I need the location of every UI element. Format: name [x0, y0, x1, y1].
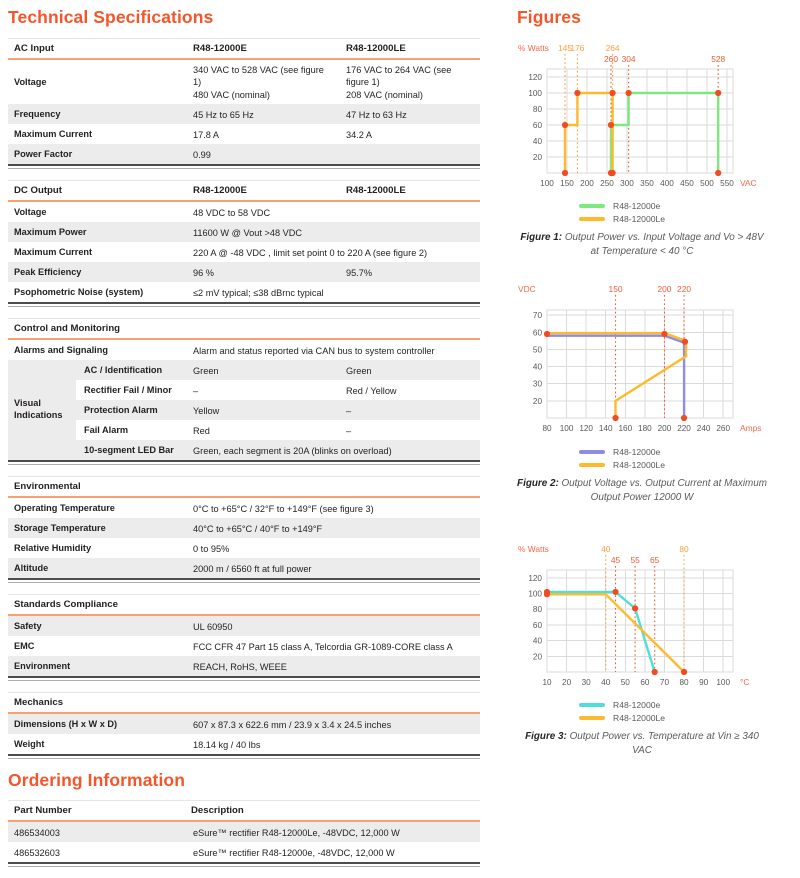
figure-caption-label: Figure 2: [517, 478, 559, 489]
spec-value: Red [193, 425, 210, 436]
spec-value [338, 60, 479, 104]
x-tick-label: 150 [560, 179, 574, 188]
spec-value: UL 60950 [193, 621, 233, 632]
part-number: 486532603 [14, 847, 60, 858]
figure-caption-label: Figure 1: [520, 232, 563, 243]
spec-value [185, 124, 338, 144]
page-title: Technical Specifications [8, 7, 214, 27]
spec-label: EMC [14, 641, 35, 652]
spec-label: Storage Temperature [14, 523, 106, 534]
x-axis-unit: °C [740, 677, 750, 687]
x-tick-label: 500 [700, 179, 714, 188]
spec-value: – [193, 385, 199, 396]
spec-value [338, 124, 479, 144]
spec-value: Green [346, 365, 372, 376]
spec-value: 40°C to +65°C / 40°F to +149°F [193, 523, 323, 534]
y-tick-label: 40 [532, 636, 542, 646]
figure-1-chart [517, 37, 767, 189]
x-tick-label: 10 [542, 678, 552, 687]
ordering-table [8, 800, 480, 867]
x-tick-label: 100 [716, 678, 731, 687]
y-axis-unit: % Watts [518, 43, 549, 53]
spec-value-line: 96 % [193, 267, 214, 278]
annotation-label: 264 [605, 43, 620, 53]
annotation-label: 40 [601, 544, 611, 554]
y-tick-label: 40 [532, 362, 542, 372]
x-tick-label: 70 [659, 678, 670, 687]
spec-label: Operating Temperature [14, 503, 115, 514]
y-tick-label: 80 [532, 605, 542, 615]
table-header-cell: Description [191, 805, 244, 817]
spec-value-line: 95.7% [346, 267, 373, 278]
table-row [76, 440, 480, 460]
table-header-cell: R48-12000E [193, 43, 247, 54]
spec-label: Maximum Power [14, 227, 87, 238]
data-point-marker [681, 415, 687, 421]
table-mechanics [8, 692, 480, 759]
spec-tables [8, 38, 480, 759]
legend-entry [579, 447, 767, 457]
x-tick-label: 100 [540, 179, 554, 188]
y-tick-label: 120 [528, 73, 542, 82]
table-header-cell: DC Output [14, 185, 62, 197]
legend-swatch [579, 217, 605, 221]
y-axis-unit: % Watts [518, 544, 549, 554]
y-tick-label: 60 [532, 121, 542, 130]
legend-entry [579, 713, 767, 723]
data-point-marker [661, 331, 667, 337]
legend-entry [579, 460, 767, 470]
table-row [8, 222, 480, 242]
table-row [8, 822, 480, 842]
table-row [76, 380, 480, 400]
spec-value-line: 208 VAC (nominal) [346, 89, 423, 100]
spec-label: Dimensions (H x W x D) [14, 719, 118, 730]
chart-legend [579, 447, 767, 470]
x-tick-label: 180 [638, 424, 652, 433]
spec-value [338, 144, 479, 164]
table-row [8, 124, 480, 144]
data-point-marker [626, 90, 632, 96]
spec-label: Environment [14, 661, 71, 672]
x-tick-label: 250 [600, 179, 614, 188]
spec-value: Green [193, 365, 219, 376]
spec-label: Maximum Current [14, 247, 93, 258]
x-tick-label: 80 [542, 424, 552, 433]
table-row [8, 636, 480, 656]
annotation-label: 65 [650, 555, 660, 565]
spec-value-line: 176 VAC to 264 VAC (see figure 1) [346, 65, 452, 88]
annotation-label: 220 [677, 284, 692, 294]
x-axis-unit: VAC [740, 178, 757, 188]
legend-label: R48-12000e [613, 700, 661, 710]
annotation-label: 145 [558, 43, 572, 53]
left-column [8, 7, 480, 878]
table-row [8, 498, 480, 518]
table-row [8, 734, 480, 754]
x-tick-label: 50 [620, 678, 630, 687]
data-point-marker [632, 605, 638, 611]
spec-value-line: 47 Hz to 63 Hz [346, 109, 407, 120]
annotation-label: 304 [621, 54, 636, 64]
table-row [76, 420, 480, 440]
spec-value [338, 104, 479, 124]
spec-label: Psophometric Noise (system) [14, 287, 144, 298]
part-description: eSure™ rectifier R48-12000e, -48VDC, 12,000 W [193, 847, 395, 858]
table-dc-output [8, 180, 480, 307]
table-header [8, 801, 480, 822]
spec-value: 607 x 87.3 x 622.6 mm / 23.9 x 3.4 x 24.5 inches [193, 719, 392, 730]
legend-swatch [579, 463, 605, 467]
y-tick-label: 60 [532, 620, 542, 630]
table-control-monitoring [8, 318, 480, 465]
table-row [76, 360, 480, 380]
table-header [8, 693, 480, 714]
legend-entry [579, 700, 767, 710]
figure-block [517, 283, 767, 504]
spec-value: REACH, RoHS, WEEE [193, 661, 287, 672]
x-tick-label: 450 [680, 179, 694, 188]
chart-grid [547, 69, 733, 173]
table-header [8, 319, 480, 340]
table-row [8, 714, 480, 734]
series-R48-12000Le [547, 333, 686, 418]
table-row [8, 842, 480, 862]
y-axis-unit: VDC [518, 284, 536, 294]
table-header-cell: Control and Monitoring [14, 323, 121, 335]
table-bottom-rule [8, 676, 480, 681]
spec-value: 18.14 kg / 40 lbs [193, 739, 261, 750]
spec-value: 2000 m / 6560 ft at full power [193, 563, 312, 574]
spec-sublabel: AC / Identification [84, 365, 163, 376]
table-bottom-rule [8, 302, 480, 307]
spec-value-line: 17.8 A [193, 129, 220, 140]
spec-value [185, 104, 338, 124]
table-row [8, 60, 480, 104]
x-tick-label: 100 [559, 424, 574, 433]
table-row [8, 558, 480, 578]
spec-value: 220 A @ -48 VDC , limit set point 0 to 220 A (see figure 2) [193, 247, 428, 258]
spec-label: Visual Indications [8, 360, 76, 460]
spec-label: Maximum Current [14, 129, 93, 140]
y-tick-label: 20 [532, 652, 542, 662]
spec-label: Relative Humidity [14, 543, 92, 554]
data-point-marker [610, 90, 616, 96]
spec-sublabel: Fail Alarm [84, 425, 129, 436]
figure-2-chart [517, 283, 767, 435]
table-header-cell: Environmental [14, 481, 81, 493]
legend-swatch [579, 450, 605, 454]
spec-label: Weight [14, 739, 45, 750]
spec-value: Yellow [193, 405, 220, 416]
y-tick-label: 120 [528, 573, 542, 583]
data-point-marker [715, 170, 721, 176]
legend-label: R48-12000Le [613, 214, 666, 224]
table-row [8, 144, 480, 164]
table-bottom-rule [8, 164, 480, 169]
figure-caption [517, 231, 767, 258]
table-header-cell: Standards Compliance [14, 599, 118, 611]
spec-value: Green, each segment is 20A (blinks on overload) [193, 445, 392, 456]
annotation-label: 45 [610, 555, 621, 565]
table-environmental [8, 476, 480, 583]
annotation-label: 200 [657, 284, 672, 294]
x-tick-label: 240 [696, 424, 711, 433]
spec-value: 11600 W @ Vout >48 VDC [193, 227, 303, 238]
spec-value: 0 to 95% [193, 543, 230, 554]
table-row [8, 518, 480, 538]
y-tick-label: 40 [532, 137, 542, 146]
chart-legend [579, 700, 767, 723]
data-point-marker [562, 170, 568, 176]
data-point-marker [612, 589, 618, 595]
x-tick-label: 30 [581, 678, 591, 687]
spec-sublabel: 10-segment LED Bar [84, 445, 174, 456]
x-tick-label: 300 [620, 179, 634, 188]
table-header-cell: AC Input [14, 43, 54, 54]
x-tick-label: 40 [601, 678, 611, 687]
x-tick-label: 160 [618, 424, 633, 433]
part-number: 486534003 [14, 827, 60, 838]
table-bottom-rule [8, 862, 480, 867]
x-tick-label: 120 [579, 424, 593, 433]
table-row [8, 282, 480, 302]
y-tick-label: 20 [532, 153, 542, 162]
spec-value [185, 60, 338, 104]
data-point-marker [682, 339, 688, 345]
figure-caption [517, 730, 767, 757]
chart-grid [547, 310, 733, 418]
spec-value: ≤2 mV typical; ≤38 dBrnc typical [193, 287, 324, 298]
figure-block [517, 37, 767, 258]
table-row [8, 656, 480, 676]
figure-3-chart [517, 536, 767, 688]
x-axis-unit: Amps [740, 423, 762, 433]
figure-caption-text: Output Power vs. Input Voltage and Vo > 48V at Temperature < 40 °C [564, 232, 764, 257]
table-row [8, 340, 480, 360]
series-R48-12000Le [547, 594, 684, 672]
annotation-label: 260 [604, 54, 618, 64]
legend-swatch [579, 204, 605, 208]
data-point-marker [608, 122, 614, 128]
spec-value-line: 34.2 A [346, 129, 373, 140]
annotation-label: 150 [608, 284, 623, 294]
legend-label: R48-12000Le [613, 460, 666, 470]
spec-value: 48 VDC to 58 VDC [193, 207, 271, 218]
table-bottom-rule [8, 460, 480, 465]
table-bottom-rule [8, 754, 480, 759]
y-tick-label: 70 [532, 311, 542, 321]
table-row [8, 616, 480, 636]
spec-value: – [346, 405, 352, 416]
spec-value: – [346, 425, 352, 436]
spec-value-line: 480 VAC (nominal) [193, 89, 270, 100]
spec-label: Frequency [14, 109, 61, 120]
table-header-cell: Mechanics [14, 697, 64, 709]
figure-caption-label: Figure 3: [525, 731, 567, 742]
series-R48-12000e [547, 592, 655, 672]
spec-value: Red / Yellow [346, 385, 397, 396]
table-bottom-rule [8, 578, 480, 583]
y-tick-label: 80 [532, 105, 542, 114]
legend-label: R48-12000e [613, 201, 661, 211]
table-header [8, 181, 480, 202]
spec-label: Voltage [14, 207, 47, 218]
part-description: eSure™ rectifier R48-12000Le, -48VDC, 12,000 W [193, 827, 400, 838]
spec-value-line: 45 Hz to 65 Hz [193, 109, 254, 120]
data-point-marker [715, 90, 721, 96]
data-point-marker [574, 90, 580, 96]
spec-value-line: 0.99 [193, 149, 211, 160]
data-point-marker [610, 170, 616, 176]
data-point-marker [562, 122, 568, 128]
table-header-cell: R48-12000LE [346, 185, 406, 197]
visual-indications-group [8, 360, 480, 460]
data-point-marker [681, 669, 687, 675]
figures-title: Figures [517, 7, 581, 27]
y-tick-label: 50 [532, 345, 542, 355]
x-tick-label: 20 [562, 678, 572, 687]
x-tick-label: 80 [679, 678, 689, 687]
spec-label: Safety [14, 621, 42, 632]
spec-label: Peak Efficiency [14, 267, 82, 278]
x-tick-label: 260 [716, 424, 731, 433]
data-point-marker [544, 591, 550, 597]
spec-sublabel: Protection Alarm [84, 405, 158, 416]
spec-value [185, 144, 338, 164]
spec-label: Power Factor [14, 149, 73, 160]
figure-caption [517, 477, 767, 504]
series-R48-12000Le [565, 93, 613, 173]
spec-value [185, 262, 338, 282]
table-row [8, 242, 480, 262]
spec-value-line: 340 VAC to 528 VAC (see figure 1) [193, 65, 324, 88]
x-tick-label: 60 [640, 678, 650, 687]
y-tick-label: 20 [532, 396, 542, 406]
table-header-cell: R48-12000E [193, 185, 247, 197]
ordering-title: Ordering Information [8, 770, 185, 791]
table-header-cell: R48-12000LE [346, 43, 406, 54]
figure-caption-text: Output Voltage vs. Output Current at Maximum Output Power 12000 W [561, 478, 767, 503]
chart-legend [579, 201, 767, 224]
table-row [76, 400, 480, 420]
y-tick-label: 60 [532, 328, 542, 338]
y-tick-label: 30 [532, 379, 542, 389]
spec-label: Altitude [14, 563, 49, 574]
legend-entry [579, 201, 767, 211]
spec-value [338, 262, 479, 282]
table-header [8, 477, 480, 498]
table-row [8, 202, 480, 222]
x-tick-label: 90 [699, 678, 709, 687]
x-tick-label: 200 [657, 424, 672, 433]
data-point-marker [612, 415, 618, 421]
legend-label: R48-12000Le [613, 713, 666, 723]
x-tick-label: 350 [640, 179, 654, 188]
table-header [8, 39, 480, 60]
x-tick-label: 220 [677, 424, 691, 433]
figure-block [517, 536, 767, 757]
annotation-label: 55 [630, 555, 640, 565]
table-header-cell: Part Number [14, 805, 72, 817]
x-tick-label: 400 [660, 179, 674, 188]
spec-value: Alarm and status reported via CAN bus to system controller [193, 345, 435, 356]
table-row [8, 104, 480, 124]
table-ordering [8, 800, 480, 867]
table-row [8, 538, 480, 558]
spec-sublabel: Rectifier Fail / Minor [84, 385, 172, 396]
legend-label: R48-12000e [613, 447, 661, 457]
x-tick-label: 200 [580, 179, 594, 188]
annotation-label: 528 [711, 54, 726, 64]
x-tick-label: 550 [720, 179, 734, 188]
annotation-label: 176 [570, 43, 585, 53]
data-point-marker [652, 669, 658, 675]
table-row [8, 262, 480, 282]
x-tick-label: 140 [598, 424, 613, 433]
legend-swatch [579, 716, 605, 720]
table-header [8, 595, 480, 616]
spec-value: 0°C to +65°C / 32°F to +149°F (see figure 3) [193, 503, 374, 514]
data-point-marker [544, 331, 550, 337]
figures-column [517, 7, 767, 756]
y-tick-label: 100 [528, 89, 542, 98]
table-standards-compliance [8, 594, 480, 681]
legend-swatch [579, 703, 605, 707]
spec-value: FCC CFR 47 Part 15 class A, Telcordia GR-1089-CORE class A [193, 641, 453, 652]
table-ac-input [8, 38, 480, 169]
annotation-label: 80 [679, 544, 689, 554]
legend-entry [579, 214, 767, 224]
spec-label: Voltage [14, 76, 47, 87]
figure-caption-text: Output Power vs. Temperature at Vin ≥ 340 VAC [569, 731, 759, 756]
spec-label: Alarms and Signaling [14, 345, 108, 356]
y-tick-label: 100 [528, 589, 542, 599]
